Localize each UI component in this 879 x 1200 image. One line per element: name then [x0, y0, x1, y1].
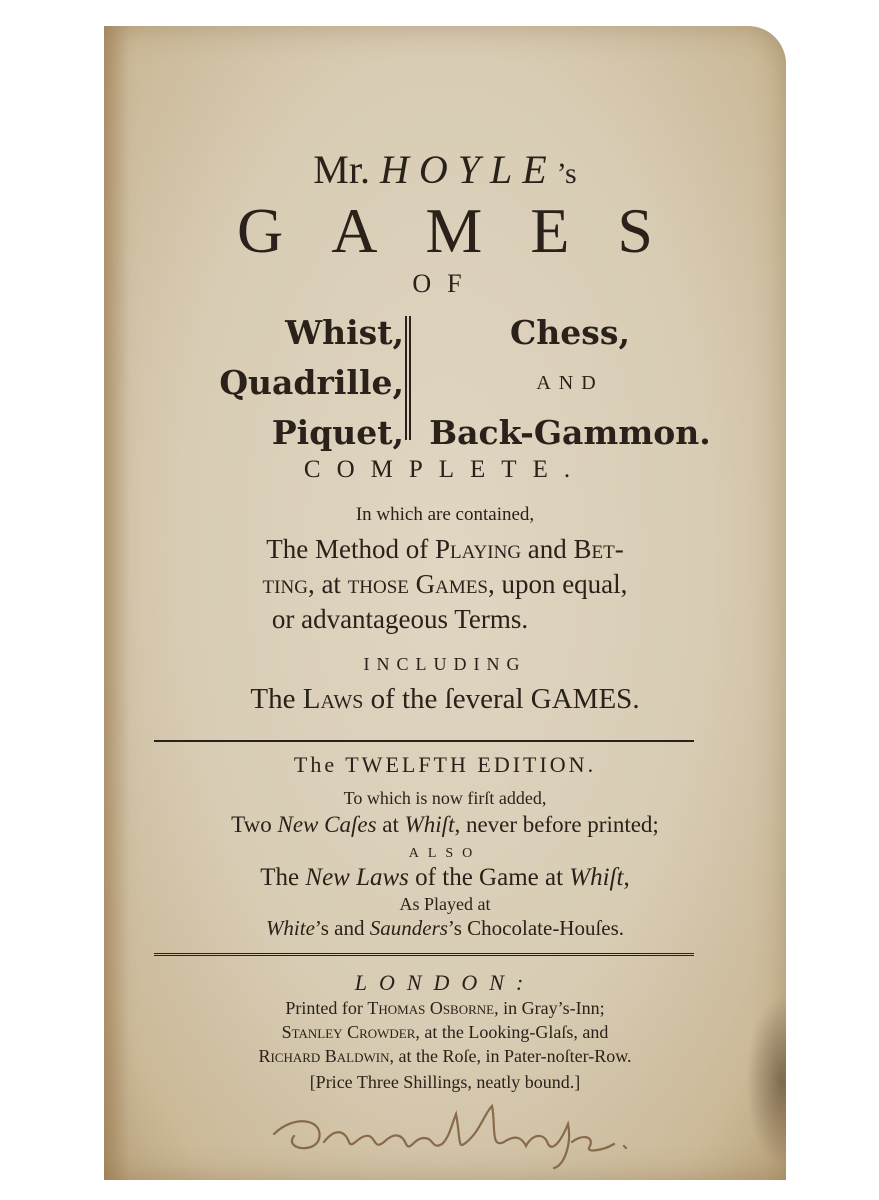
double-rule [154, 953, 694, 956]
two-cases-line: Two New Caſes at Whiſt, never before printed; [231, 812, 659, 837]
also-line: ALSO [408, 846, 482, 861]
and-word: AND [536, 372, 604, 394]
game-quadrille: Quadrille, [219, 363, 404, 402]
games-list-left [164, 308, 404, 458]
main-title: GAMES [236, 195, 702, 266]
laws-line: The Laws of the ſeveral GAMES. [250, 683, 640, 715]
method-line-2: ting, at those Games, upon equal, [262, 569, 628, 599]
divider-rule [154, 740, 694, 742]
title-page [104, 26, 786, 1180]
handwritten-signature [264, 1094, 684, 1174]
price-line: [Price Three Shillings, neatly bound.] [309, 1072, 581, 1092]
game-piquet: Piquet, [271, 413, 404, 452]
game-chess: Chess, [510, 313, 630, 352]
author-name: HOYLE [379, 147, 557, 192]
game-whist: Whist, [285, 313, 404, 352]
author-title: Mr. HOYLE’s [313, 147, 577, 192]
method-line-3: or advantageous Terms. [271, 604, 529, 634]
imprint-city: LONDON: [354, 970, 536, 995]
edition-line: The TWELFTH EDITION. [293, 752, 597, 777]
of-line: OF [412, 269, 478, 298]
added-line: To which is now firſt added, [343, 788, 547, 808]
method-line-1: The Method of Playing and Bet- [266, 534, 624, 564]
complete-line: COMPLETE. [303, 456, 587, 483]
column-divider [405, 316, 411, 440]
imprint-line-3: Richard Baldwin, at the Roſe, in Pater-noſter-Row. [258, 1046, 632, 1066]
game-backgammon: Back-Gammon. [429, 413, 711, 452]
including-line: INCLUDING [363, 654, 527, 674]
whites-line: White’s and Saunders’s Chocolate-Houſes. [265, 916, 625, 940]
contained-line: In which are contained, [355, 504, 535, 525]
imprint-line-1: Printed for Thomas Osborne, in Gray’s-Inn; [285, 998, 605, 1018]
new-laws-line: The New Laws of the Game at Whiſt, [260, 864, 630, 891]
imprint-line-2: Stanley Crowder, at the Looking-Glaſs, and [281, 1022, 609, 1042]
games-list-right [420, 308, 720, 458]
played-at-line: As Played at [399, 894, 491, 914]
